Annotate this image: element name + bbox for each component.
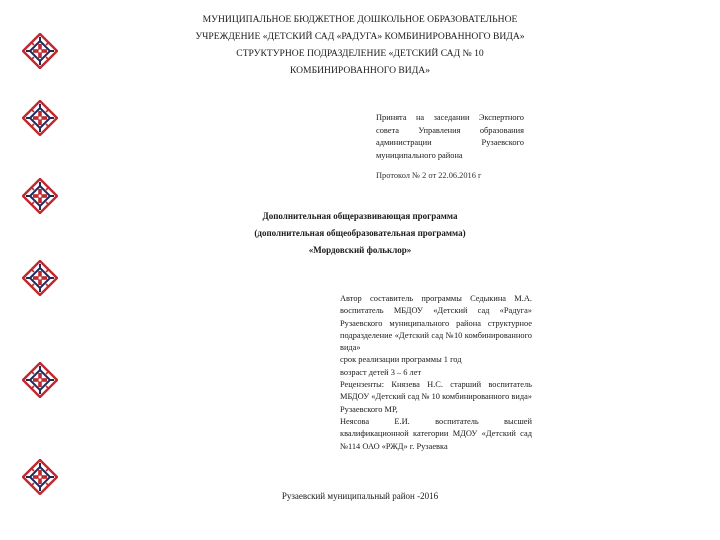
approval-note: Принята на заседании Экспертного совета Управления образования администрации Рузаевского муниципального района [376,113,524,160]
author-info [340,293,532,453]
age-text: возраст детей 3 – 6 лет [340,367,422,377]
mordovian-ornament-icon [22,100,58,136]
header-line: СТРУКТУРНОЕ ПОДРАЗДЕЛЕНИЕ «ДЕТСКИЙ САД № 10 [236,48,484,59]
protocol-number: Протокол № 2 от 22.06.2016 г [376,171,482,180]
header-line: УЧРЕЖДЕНИЕ «ДЕТСКИЙ САД «РАДУГА» КОМБИНИРОВАННОГО ВИДА» [195,31,525,42]
program-title-line: Дополнительная общеразвивающая программа [262,211,458,221]
mordovian-ornament-icon [22,33,58,69]
mordovian-ornament-icon [22,459,58,495]
mordovian-ornament-icon [22,362,58,398]
author-text: Автор составитель программы Седыкина М.А. воспитатель МБДОУ «Детский сад «Радуга» Рузаевского муниципального района структурное подразделение «Детский сад №10 комбинированного вида» [340,294,532,353]
mordovian-ornament-icon [22,178,58,214]
reviewers-text: Рецензенты: Князева Н.С. старший воспитатель МБДОУ «Детский сад № 10 комбинированного вида» Рузаевского МР, [340,380,532,414]
reviewers-text-2: Нeясова Е.И. воспитатель высшей квалификационной категории МДОУ «Детский сад №114 ОАО «РЖД» г. Рузаевка [340,416,532,451]
header-line: МУНИЦИПАЛЬНОЕ БЮДЖЕТНОЕ ДОШКОЛЬНОЕ ОБРАЗОВАТЕЛЬНОЕ [202,14,518,25]
program-subtitle-line: (дополнительная общеобразовательная программа) [254,228,466,238]
mordovian-ornament-icon [22,260,58,296]
institution-header [150,11,570,79]
footer-location-year: Рузаевский муниципальный район -2016 [281,491,439,501]
program-title [210,208,510,259]
program-name: «Мордовский фольклор» [308,245,412,255]
header-line: КОМБИНИРОВАННОГО ВИДА» [289,65,431,76]
duration-text: срок реализации программы 1 год [340,355,462,365]
